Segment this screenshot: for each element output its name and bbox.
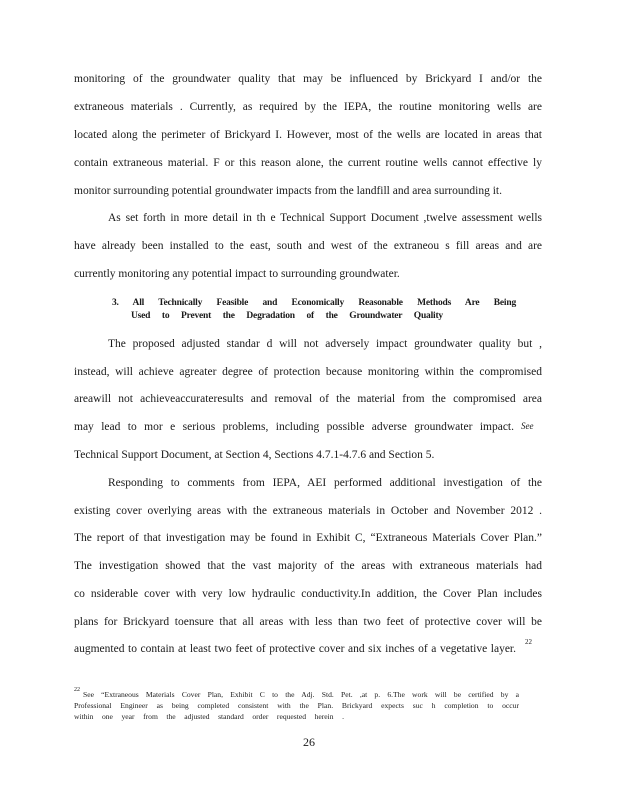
footnote-line: within one year from the adjusted standard order requested herein .	[74, 712, 344, 721]
section-heading-continued: Used to Prevent the Degradation of the Groundwater Quality	[131, 311, 443, 321]
footnote-line: Professional Engineer as being completed consistent with the Plan. Brickyard expects suc h completion to occur	[74, 701, 519, 710]
body-line: Technical Support Document, at Section 4, Sections 4.7.1-4.7.6 and Section 5.	[74, 449, 435, 461]
body-line: currently monitoring any potential impact to surrounding groundwater.	[74, 268, 400, 280]
body-line: As set forth in more detail in th e Technical Support Document ,twelve assessment wells	[108, 212, 542, 224]
page-number: 26	[303, 735, 315, 749]
body-line: co nsiderable cover with very low hydraulic conductivity.In addition, the Cover Plan includes	[74, 588, 542, 600]
body-line: contain extraneous material. F or this reason alone, the current routine wells cannot effective ly	[74, 157, 542, 169]
body-line: may lead to mor e serious problems, including possible adverse groundwater impact.	[74, 421, 514, 433]
body-line: instead, will achieve agreater degree of protection because monitoring within the compromised	[74, 366, 542, 378]
section-heading: 3. All Technically Feasible and Economically Reasonable Methods Are Being	[112, 298, 516, 308]
body-line: Responding to comments from IEPA, AEI performed additional investigation of the	[108, 477, 542, 489]
body-line: The proposed adjusted standar d will not adversely impact groundwater quality but ,	[108, 338, 542, 350]
body-line: areawill not achieveaccurateresults and removal of the material from the compromised area	[74, 393, 542, 405]
body-line: augmented to contain at least two feet of protective cover and six inches of a vegetative layer.	[74, 643, 516, 655]
body-line: monitoring of the groundwater quality that may be influenced by Brickyard I and/or the	[74, 73, 542, 85]
footnote-number: 22	[74, 687, 80, 693]
body-line: have already been installed to the east, south and west of the extraneou s fill areas and are	[74, 240, 542, 252]
body-line: existing cover overlying areas with the extraneous materials in October and November 2012 .	[74, 505, 542, 517]
body-line: The report of that investigation may be found in Exhibit C, “Extraneous Materials Cover Plan.”	[74, 532, 542, 544]
body-line: located along the perimeter of Brickyard I. However, most of the wells are located in areas that	[74, 129, 542, 141]
footnote-reference: 22	[525, 638, 532, 646]
body-line: The investigation showed that the vast majority of the areas with extraneous materials had	[74, 560, 542, 572]
see-signal: See	[521, 421, 534, 431]
body-line: extraneous materials . Currently, as required by the IEPA, the routine monitoring wells are	[74, 101, 542, 113]
body-line: plans for Brickyard toensure that all areas with less than two feet of protective cover will be	[74, 616, 542, 628]
body-line: monitor surrounding potential groundwater impacts from the landfill and area surrounding it.	[74, 185, 502, 197]
footnote-line: See “Extraneous Materials Cover Plan, Exhibit C to the Adj. Std. Pet. ,at p. 6.The work will be certified by a	[83, 690, 519, 699]
